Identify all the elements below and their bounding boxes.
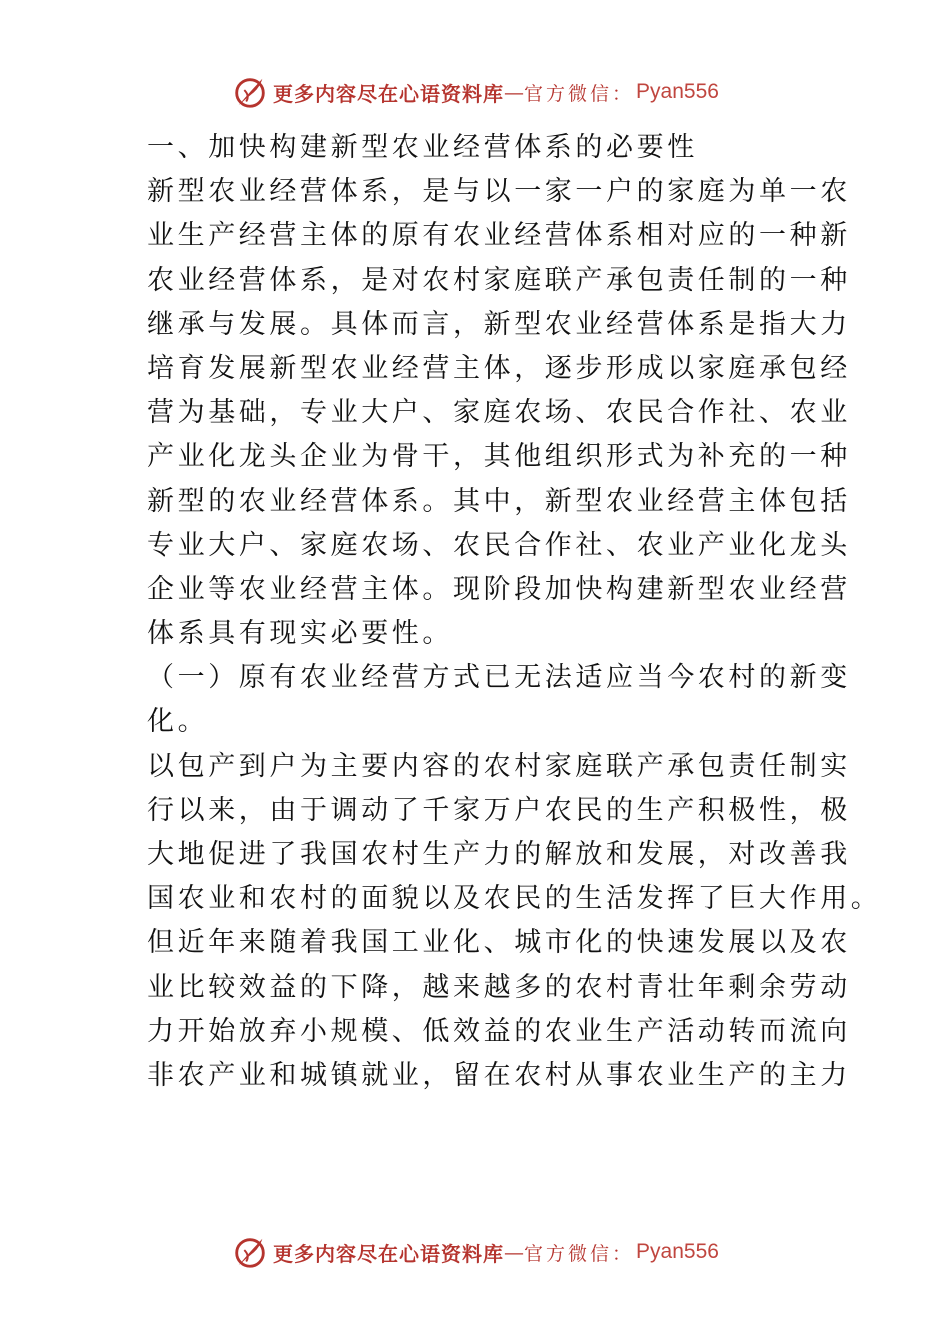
paragraph-line: 企业等农业经营主体。现阶段加快构建新型农业经营 xyxy=(147,573,851,605)
paragraph-line: 国农业和农村的面貌以及农民的生活发挥了巨大作用。 xyxy=(147,883,882,915)
quill-seal-icon xyxy=(231,1233,269,1271)
paragraph-line: 以包产到户为主要内容的农村家庭联产承包责任制实 xyxy=(147,750,851,782)
section-heading: 一、加快构建新型农业经营体系的必要性 xyxy=(147,132,698,163)
paragraph-line: 力开始放弃小规模、低效益的农业生产活动转而流向 xyxy=(147,1015,851,1047)
paragraph-line: 农业经营体系，是对农村家庭联产承包责任制的一种 xyxy=(147,264,851,296)
paragraph-line: 新型农业经营体系，是与以一家一户的家庭为单一农 xyxy=(147,176,851,208)
subsection-heading: 化。 xyxy=(147,706,209,738)
subsection-heading: （一）原有农业经营方式已无法适应当今农村的新变 xyxy=(147,662,851,694)
footer-banner xyxy=(0,1230,950,1274)
quill-seal-icon xyxy=(231,73,269,111)
banner-wechat-label: 官方微信： xyxy=(524,1242,635,1265)
paragraph-line: 但近年来随着我国工业化、城市化的快速发展以及农 xyxy=(147,927,851,959)
paragraph-line: 产业化龙头企业为骨干，其他组织形式为补充的一种 xyxy=(147,441,851,473)
paragraph-line: 专业大户、家庭农场、农民合作社、农业产业化龙头 xyxy=(147,529,851,561)
paragraph-line: 业生产经营主体的原有农业经营体系相对应的一种新 xyxy=(147,220,851,252)
banner-wechat-id: Pyan556 xyxy=(636,1240,719,1263)
paragraph-line: 新型的农业经营体系。其中，新型农业经营主体包括 xyxy=(147,485,851,517)
banner-dash: — xyxy=(504,80,525,104)
paragraph-line: 非农产业和城镇就业，留在农村从事农业生产的主力 xyxy=(147,1059,851,1091)
paragraph-line: 大地促进了我国农村生产力的解放和发展，对改善我 xyxy=(147,839,851,870)
banner-wechat-id: Pyan556 xyxy=(636,80,719,103)
paragraph-line: 营为基础，专业大户、家庭农场、农民合作社、农业 xyxy=(147,397,851,429)
paragraph-line: 行以来，由于调动了千家万户农民的生产积极性，极 xyxy=(147,794,851,826)
paragraph-line: 培育发展新型农业经营主体，逐步形成以家庭承包经 xyxy=(147,352,851,384)
banner-wechat-label: 官方微信： xyxy=(524,82,635,105)
header-banner xyxy=(0,70,950,114)
paragraph-line: 体系具有现实必要性。 xyxy=(147,618,453,650)
paragraph-line: 业比较效益的下降，越来越多的农村青壮年剩余劳动 xyxy=(147,971,851,1003)
banner-brand-text: 更多内容尽在心语资料库 xyxy=(273,1241,505,1266)
banner-brand-text: 更多内容尽在心语资料库 xyxy=(273,81,505,106)
banner-dash: — xyxy=(504,1240,525,1264)
paragraph-line: 继承与发展。具体而言，新型农业经营体系是指大力 xyxy=(147,308,851,340)
document-body xyxy=(147,126,882,1098)
